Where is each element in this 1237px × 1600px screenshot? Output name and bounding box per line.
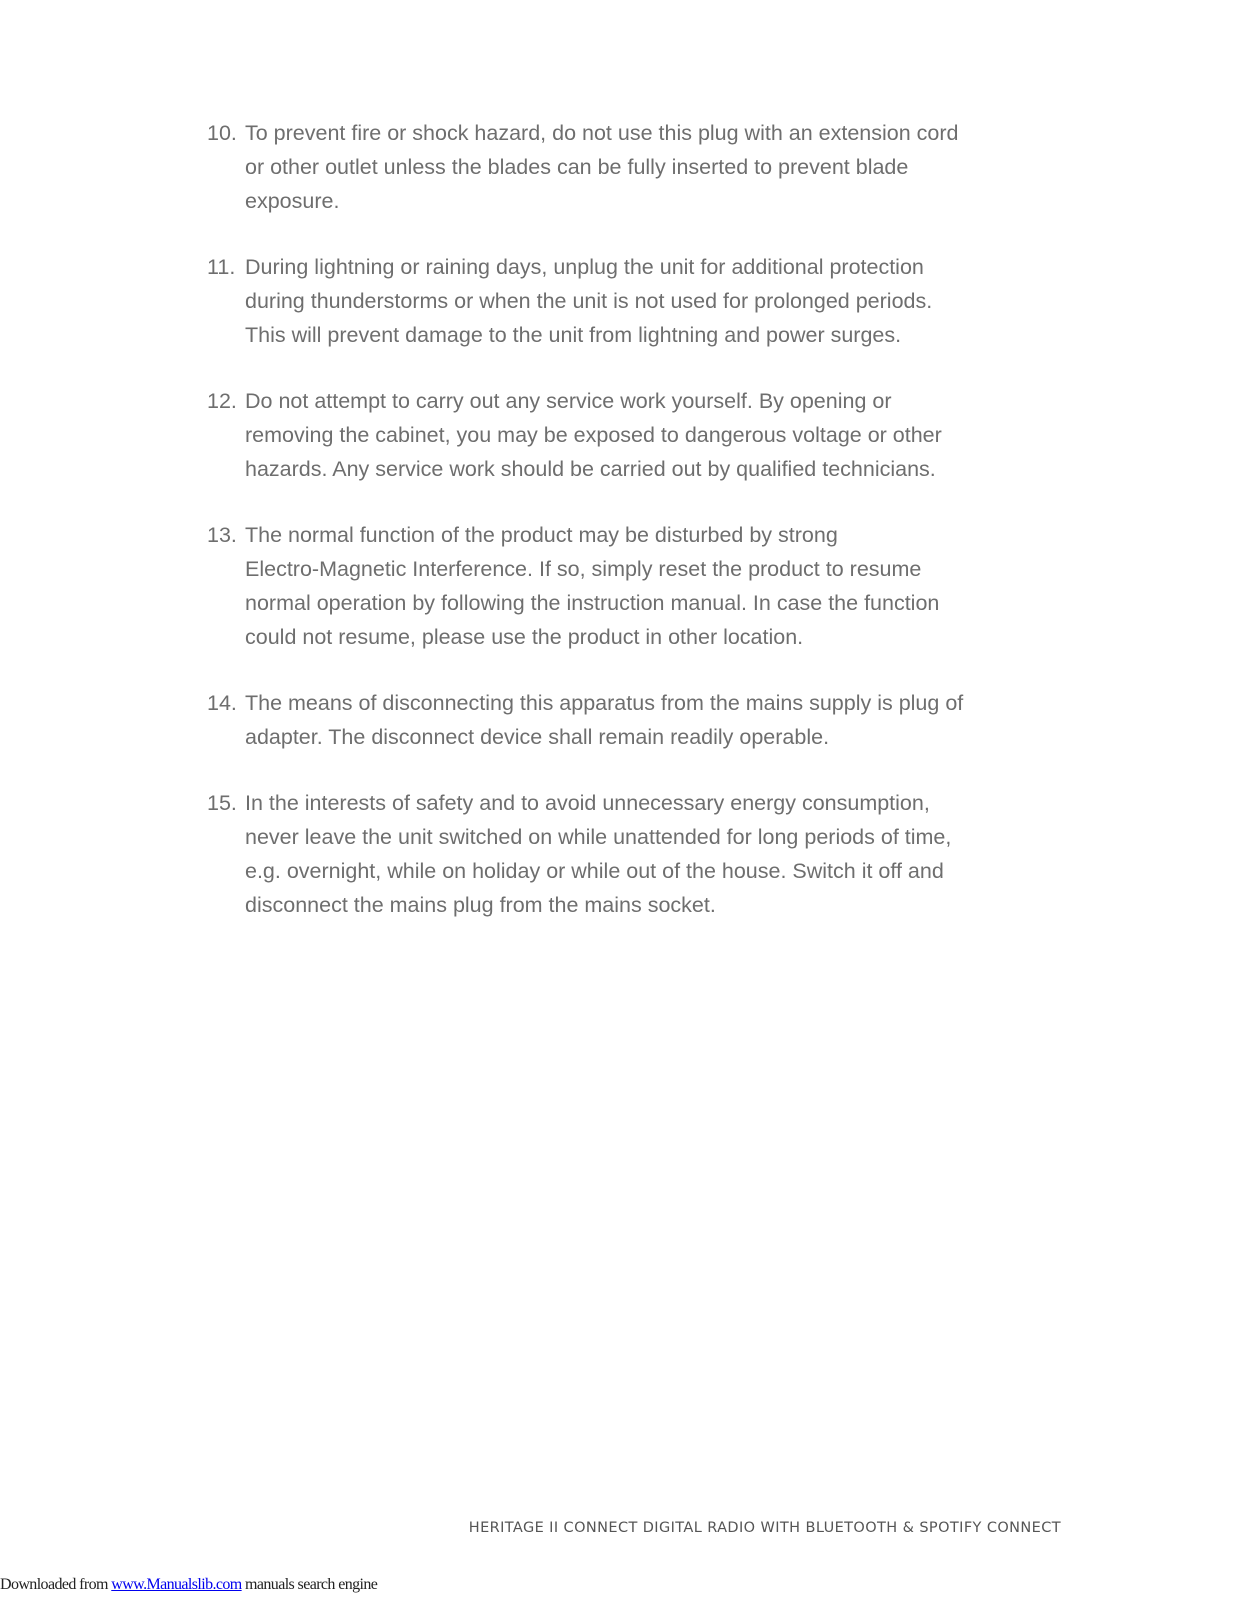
list-item	[207, 686, 1027, 754]
item-number: 15.	[207, 791, 237, 815]
download-note-prefix: Downloaded from	[0, 1576, 112, 1593]
item-text: The means of disconnecting this apparatus from the mains supply is plug of adapter. The disconnect device shall remain readily operable.	[245, 691, 964, 749]
list-item	[207, 250, 1027, 352]
item-text: The normal function of the product may be disturbed by strong Electro-Magnetic Interference. If so, simply reset the product to resume normal operation by following the instruction manual. In case the function could not resume, please use the product in other location.	[245, 523, 940, 649]
download-source-note	[0, 1576, 377, 1594]
footer-product-title: HERITAGE II CONNECT DIGITAL RADIO WITH BLUETOOTH & SPOTIFY CONNECT	[468, 1520, 1061, 1536]
manualslib-link[interactable]: www.Manualslib.com	[111, 1576, 242, 1593]
item-text: During lightning or raining days, unplug the unit for additional protection during thunderstorms or when the unit is not used for prolonged periods. This will prevent damage to the unit from lightning and power surges.	[245, 255, 933, 347]
item-number: 11.	[207, 255, 236, 279]
item-number: 12.	[207, 389, 237, 413]
list-item	[207, 786, 1027, 922]
list-item	[207, 518, 1027, 654]
item-text: To prevent fire or shock hazard, do not use this plug with an extension cord or other outlet unless the blades can be fully inserted to prevent blade exposure.	[245, 121, 959, 213]
item-number: 10.	[207, 121, 237, 145]
list-item	[207, 384, 1027, 486]
item-number: 14.	[207, 691, 237, 715]
item-number: 13.	[207, 523, 237, 547]
item-text: Do not attempt to carry out any service work yourself. By opening or removing the cabinet, you may be exposed to dangerous voltage or other hazards. Any service work should be carried out by qualified technicians.	[245, 389, 942, 481]
safety-instructions-list	[207, 116, 1027, 954]
list-item	[207, 116, 1027, 218]
item-text: In the interests of safety and to avoid unnecessary energy consumption, never leave the unit switched on while unattended for long periods of time, e.g. overnight, while on holiday or while out of the house. Switch it off and disconnect the mains plug from the mains socket.	[245, 791, 952, 917]
download-note-suffix: manuals search engine	[241, 1576, 378, 1593]
